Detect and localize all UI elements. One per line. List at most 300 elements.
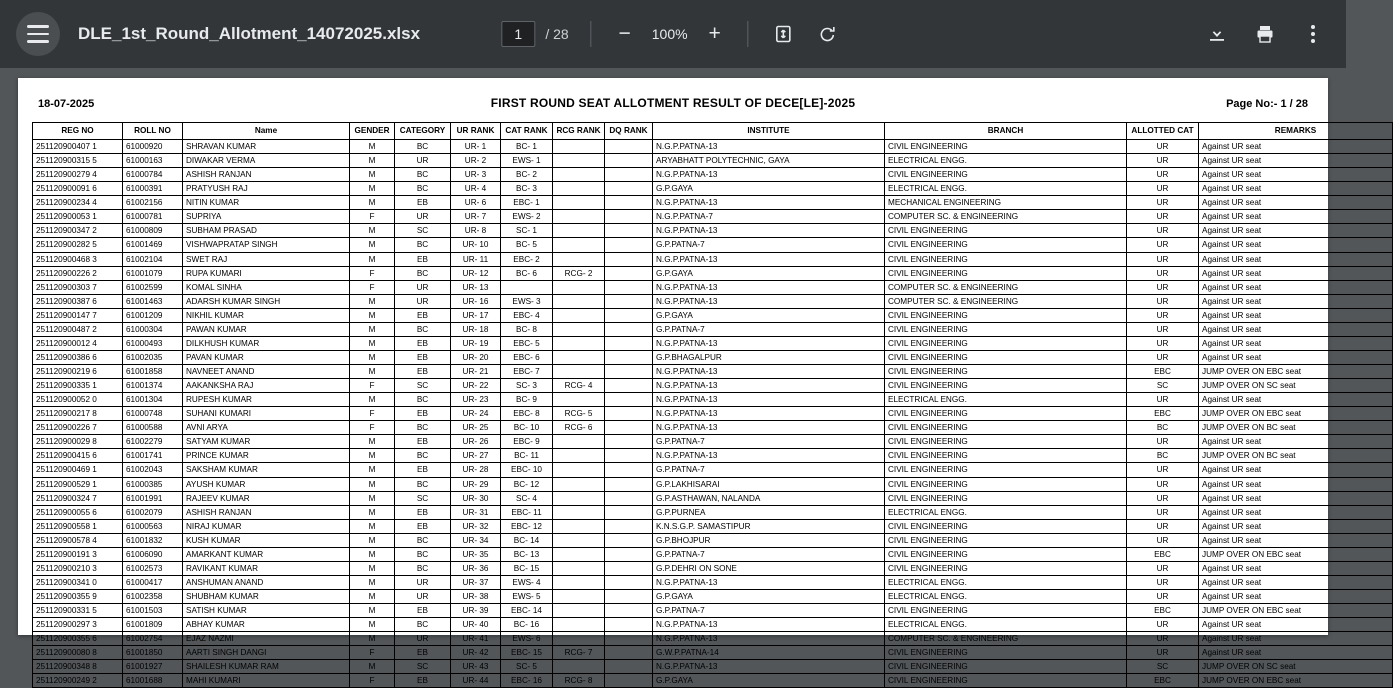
- table-row: [33, 449, 1393, 463]
- table-cell: UR- 42: [451, 646, 501, 660]
- table-cell: [605, 182, 653, 196]
- table-cell: RCG- 4: [553, 379, 605, 393]
- table-cell: K.N.S.G.P. SAMASTIPUR: [653, 519, 885, 533]
- table-cell: M: [350, 224, 395, 238]
- table-cell: DIWAKAR VERMA: [183, 154, 350, 168]
- table-row: [33, 168, 1393, 182]
- table-row: [33, 477, 1393, 491]
- page-header: [32, 96, 1314, 122]
- table-cell: 61000588: [123, 421, 183, 435]
- table-row: [33, 646, 1393, 660]
- table-cell: EBC: [1127, 674, 1199, 688]
- page-number-input[interactable]: [501, 21, 535, 47]
- table-cell: CIVIL ENGINEERING: [885, 477, 1127, 491]
- table-cell: 251120900387 6: [33, 294, 123, 308]
- table-cell: 61001304: [123, 393, 183, 407]
- table-cell: SUPRIYA: [183, 210, 350, 224]
- table-cell: UR: [1127, 224, 1199, 238]
- pdf-page: [18, 78, 1328, 686]
- table-row: [33, 393, 1393, 407]
- table-cell: 251120900091 6: [33, 182, 123, 196]
- table-cell: [605, 646, 653, 660]
- table-cell: N.G.P.PATNA-13: [653, 660, 885, 674]
- table-cell: 251120900578 4: [33, 533, 123, 547]
- table-cell: NITIN KUMAR: [183, 196, 350, 210]
- table-cell: COMPUTER SC. & ENGINEERING: [885, 210, 1127, 224]
- table-cell: EB: [395, 646, 451, 660]
- table-cell: [553, 533, 605, 547]
- table-cell: SC- 1: [501, 224, 553, 238]
- table-cell: [553, 618, 605, 632]
- table-cell: [553, 294, 605, 308]
- table-cell: M: [350, 196, 395, 210]
- table-cell: M: [350, 322, 395, 336]
- table-cell: Against UR seat: [1199, 477, 1393, 491]
- table-cell: DILKHUSH KUMAR: [183, 336, 350, 350]
- table-cell: SHAILESH KUMAR RAM: [183, 660, 350, 674]
- table-cell: M: [350, 435, 395, 449]
- table-cell: 251120900234 4: [33, 196, 123, 210]
- table-cell: UR: [1127, 280, 1199, 294]
- table-cell: [553, 463, 605, 477]
- table-cell: [605, 294, 653, 308]
- table-row: [33, 435, 1393, 449]
- table-cell: UR: [1127, 350, 1199, 364]
- table-cell: 61001374: [123, 379, 183, 393]
- table-cell: N.G.P.PATNA-13: [653, 336, 885, 350]
- table-row: [33, 618, 1393, 632]
- column-header: REMARKS: [1199, 123, 1393, 140]
- table-cell: SC: [395, 491, 451, 505]
- table-cell: [605, 252, 653, 266]
- table-row: [33, 266, 1393, 280]
- table-cell: JUMP OVER ON EBC seat: [1199, 604, 1393, 618]
- table-cell: EWS- 3: [501, 294, 553, 308]
- table-cell: Against UR seat: [1199, 632, 1393, 646]
- table-cell: 61002599: [123, 280, 183, 294]
- fit-to-page-icon[interactable]: [767, 17, 801, 51]
- zoom-out-button[interactable]: −: [618, 22, 631, 45]
- table-cell: UR: [395, 294, 451, 308]
- table-cell: 251120900469 1: [33, 463, 123, 477]
- table-cell: UR- 23: [451, 393, 501, 407]
- table-cell: UR: [1127, 154, 1199, 168]
- table-cell: [553, 365, 605, 379]
- table-cell: F: [350, 407, 395, 421]
- table-cell: UR: [395, 590, 451, 604]
- table-cell: Against UR seat: [1199, 294, 1393, 308]
- table-row: [33, 154, 1393, 168]
- table-row: [33, 632, 1393, 646]
- table-cell: BC: [395, 421, 451, 435]
- table-cell: Against UR seat: [1199, 350, 1393, 364]
- table-cell: [553, 477, 605, 491]
- table-cell: N.G.P.PATNA-13: [653, 280, 885, 294]
- table-cell: [553, 393, 605, 407]
- table-cell: [605, 590, 653, 604]
- table-cell: UR: [1127, 168, 1199, 182]
- table-cell: Against UR seat: [1199, 491, 1393, 505]
- table-cell: EBC- 6: [501, 350, 553, 364]
- table-cell: CIVIL ENGINEERING: [885, 547, 1127, 561]
- table-cell: EB: [395, 252, 451, 266]
- table-cell: JUMP OVER ON BC seat: [1199, 421, 1393, 435]
- table-cell: M: [350, 365, 395, 379]
- table-cell: RCG- 7: [553, 646, 605, 660]
- table-cell: SC- 4: [501, 491, 553, 505]
- table-cell: BC: [395, 393, 451, 407]
- table-cell: UR- 6: [451, 196, 501, 210]
- table-cell: 251120900029 8: [33, 435, 123, 449]
- table-body: [33, 140, 1393, 688]
- table-cell: [605, 379, 653, 393]
- table-cell: UR- 3: [451, 168, 501, 182]
- table-cell: [605, 336, 653, 350]
- table-cell: EBC- 7: [501, 365, 553, 379]
- zoom-level-label: 100%: [651, 26, 688, 42]
- table-cell: UR: [1127, 435, 1199, 449]
- table-cell: [605, 140, 653, 154]
- table-cell: [605, 463, 653, 477]
- table-cell: BC: [395, 547, 451, 561]
- table-cell: [553, 660, 605, 674]
- table-cell: F: [350, 646, 395, 660]
- table-cell: N.G.P.PATNA-13: [653, 393, 885, 407]
- table-cell: [553, 140, 605, 154]
- table-cell: UR: [1127, 252, 1199, 266]
- table-cell: [553, 547, 605, 561]
- table-cell: UR- 4: [451, 182, 501, 196]
- table-cell: G.P.PATNA-7: [653, 547, 885, 561]
- table-cell: UR: [1127, 238, 1199, 252]
- table-cell: 61000563: [123, 519, 183, 533]
- table-cell: [605, 407, 653, 421]
- table-cell: RAJEEV KUMAR: [183, 491, 350, 505]
- table-cell: UR: [1127, 266, 1199, 280]
- table-row: [33, 421, 1393, 435]
- table-cell: UR- 19: [451, 336, 501, 350]
- download-icon[interactable]: [1200, 17, 1234, 51]
- table-cell: 61000748: [123, 407, 183, 421]
- table-cell: 61006090: [123, 547, 183, 561]
- table-cell: M: [350, 336, 395, 350]
- table-cell: 61001688: [123, 674, 183, 688]
- table-cell: [553, 435, 605, 449]
- table-cell: 251120900052 0: [33, 393, 123, 407]
- table-cell: CIVIL ENGINEERING: [885, 449, 1127, 463]
- table-cell: EB: [395, 308, 451, 322]
- table-cell: EBC- 15: [501, 646, 553, 660]
- table-cell: M: [350, 393, 395, 407]
- table-cell: UR: [1127, 590, 1199, 604]
- table-cell: [605, 575, 653, 589]
- table-cell: EBC- 1: [501, 196, 553, 210]
- column-header: RCG RANK: [553, 123, 605, 140]
- table-row: [33, 210, 1393, 224]
- column-header: CAT RANK: [501, 123, 553, 140]
- table-cell: CIVIL ENGINEERING: [885, 365, 1127, 379]
- table-cell: 61001991: [123, 491, 183, 505]
- table-cell: 61001503: [123, 604, 183, 618]
- table-cell: ARYABHATT POLYTECHNIC, GAYA: [653, 154, 885, 168]
- table-cell: BC: [1127, 421, 1199, 435]
- table-cell: 61000781: [123, 210, 183, 224]
- table-cell: [605, 154, 653, 168]
- table-cell: [501, 280, 553, 294]
- column-header: ALLOTTED CAT: [1127, 123, 1199, 140]
- table-cell: COMPUTER SC. & ENGINEERING: [885, 632, 1127, 646]
- table-cell: SC: [395, 224, 451, 238]
- table-cell: BC: [395, 533, 451, 547]
- table-cell: UR- 27: [451, 449, 501, 463]
- table-cell: M: [350, 604, 395, 618]
- table-cell: [605, 519, 653, 533]
- table-cell: PRINCE KUMAR: [183, 449, 350, 463]
- table-cell: EWS- 2: [501, 210, 553, 224]
- table-cell: UR: [1127, 210, 1199, 224]
- table-cell: M: [350, 590, 395, 604]
- table-cell: 251120900487 2: [33, 322, 123, 336]
- table-cell: [605, 266, 653, 280]
- table-cell: UR: [395, 575, 451, 589]
- table-cell: BC- 1: [501, 140, 553, 154]
- table-cell: [605, 224, 653, 238]
- table-cell: EB: [395, 519, 451, 533]
- table-cell: [605, 618, 653, 632]
- table-cell: Against UR seat: [1199, 168, 1393, 182]
- table-cell: G.P.GAYA: [653, 590, 885, 604]
- table-cell: N.G.P.PATNA-13: [653, 632, 885, 646]
- rotate-icon[interactable]: [811, 17, 845, 51]
- table-cell: COMPUTER SC. & ENGINEERING: [885, 280, 1127, 294]
- table-cell: EB: [395, 336, 451, 350]
- table-cell: JUMP OVER ON EBC seat: [1199, 547, 1393, 561]
- table-cell: SC- 5: [501, 660, 553, 674]
- table-cell: 61001209: [123, 308, 183, 322]
- table-cell: G.P.GAYA: [653, 308, 885, 322]
- table-cell: [605, 449, 653, 463]
- table-cell: [553, 224, 605, 238]
- table-cell: RCG- 5: [553, 407, 605, 421]
- table-cell: Against UR seat: [1199, 561, 1393, 575]
- toolbar-divider: [591, 21, 592, 47]
- table-cell: 251120900191 3: [33, 547, 123, 561]
- table-cell: BC: [395, 266, 451, 280]
- table-cell: UR: [395, 154, 451, 168]
- table-cell: M: [350, 505, 395, 519]
- table-cell: 251120900355 6: [33, 632, 123, 646]
- report-date: 18-07-2025: [38, 98, 95, 110]
- table-cell: CIVIL ENGINEERING: [885, 421, 1127, 435]
- table-cell: UR- 38: [451, 590, 501, 604]
- table-row: [33, 674, 1393, 688]
- table-cell: [605, 322, 653, 336]
- table-cell: CIVIL ENGINEERING: [885, 674, 1127, 688]
- table-cell: Against UR seat: [1199, 336, 1393, 350]
- table-cell: UR: [1127, 505, 1199, 519]
- table-cell: G.P.BHAGALPUR: [653, 350, 885, 364]
- table-cell: ABHAY KUMAR: [183, 618, 350, 632]
- table-cell: N.G.P.PATNA-13: [653, 379, 885, 393]
- table-cell: [553, 280, 605, 294]
- table-cell: 61002104: [123, 252, 183, 266]
- table-cell: RUPESH KUMAR: [183, 393, 350, 407]
- table-cell: Against UR seat: [1199, 435, 1393, 449]
- table-cell: [553, 154, 605, 168]
- table-cell: Against UR seat: [1199, 322, 1393, 336]
- table-cell: [553, 590, 605, 604]
- table-cell: EBC- 12: [501, 519, 553, 533]
- table-cell: UR- 24: [451, 407, 501, 421]
- table-cell: [553, 505, 605, 519]
- table-cell: ELECTRICAL ENGG.: [885, 182, 1127, 196]
- table-row: [33, 224, 1393, 238]
- viewer-toolbar: [0, 0, 1346, 68]
- table-cell: CIVIL ENGINEERING: [885, 519, 1127, 533]
- table-cell: CIVIL ENGINEERING: [885, 238, 1127, 252]
- table-cell: BC: [395, 168, 451, 182]
- table-cell: BC: [395, 322, 451, 336]
- table-cell: UR: [1127, 646, 1199, 660]
- table-cell: 251120900012 4: [33, 336, 123, 350]
- table-cell: CIVIL ENGINEERING: [885, 604, 1127, 618]
- more-vertical-icon[interactable]: [1296, 17, 1330, 51]
- table-cell: [605, 421, 653, 435]
- table-cell: RCG- 2: [553, 266, 605, 280]
- table-cell: EBC- 10: [501, 463, 553, 477]
- table-cell: 251120900407 1: [33, 140, 123, 154]
- table-cell: 251120900341 0: [33, 575, 123, 589]
- table-cell: SC- 3: [501, 379, 553, 393]
- table-cell: EWS- 4: [501, 575, 553, 589]
- table-cell: G.P.PATNA-7: [653, 238, 885, 252]
- table-row: [33, 238, 1393, 252]
- table-cell: ASHISH RANJAN: [183, 505, 350, 519]
- table-cell: Against UR seat: [1199, 238, 1393, 252]
- print-icon[interactable]: [1248, 17, 1282, 51]
- table-cell: G.P.PURNEA: [653, 505, 885, 519]
- table-cell: EWS- 5: [501, 590, 553, 604]
- table-cell: 61001858: [123, 365, 183, 379]
- table-cell: UR- 28: [451, 463, 501, 477]
- table-cell: ADARSH KUMAR SINGH: [183, 294, 350, 308]
- table-cell: UR: [1127, 491, 1199, 505]
- table-cell: KOMAL SINHA: [183, 280, 350, 294]
- table-cell: G.P.PATNA-7: [653, 604, 885, 618]
- table-cell: [605, 308, 653, 322]
- table-cell: KUSH KUMAR: [183, 533, 350, 547]
- table-cell: [553, 168, 605, 182]
- table-cell: 61000417: [123, 575, 183, 589]
- table-cell: 251120900348 8: [33, 660, 123, 674]
- table-cell: 251120900226 7: [33, 421, 123, 435]
- table-row: [33, 491, 1393, 505]
- document-title: DLE_1st_Round_Allotment_14072025.xlsx: [78, 24, 421, 43]
- table-cell: BC: [395, 140, 451, 154]
- zoom-in-button[interactable]: +: [708, 22, 721, 45]
- table-cell: MAHI KUMARI: [183, 674, 350, 688]
- table-cell: CIVIL ENGINEERING: [885, 322, 1127, 336]
- table-cell: Against UR seat: [1199, 463, 1393, 477]
- table-cell: EB: [395, 604, 451, 618]
- table-cell: CIVIL ENGINEERING: [885, 308, 1127, 322]
- table-cell: CIVIL ENGINEERING: [885, 266, 1127, 280]
- table-cell: CIVIL ENGINEERING: [885, 336, 1127, 350]
- table-cell: UR: [1127, 196, 1199, 210]
- table-cell: M: [350, 182, 395, 196]
- table-cell: JUMP OVER ON SC seat: [1199, 379, 1393, 393]
- table-cell: EBC- 9: [501, 435, 553, 449]
- table-cell: 61002279: [123, 435, 183, 449]
- table-cell: [553, 252, 605, 266]
- table-cell: [553, 182, 605, 196]
- table-cell: BC- 2: [501, 168, 553, 182]
- hamburger-menu-icon[interactable]: [16, 12, 60, 56]
- table-cell: CIVIL ENGINEERING: [885, 350, 1127, 364]
- table-cell: UR- 10: [451, 238, 501, 252]
- table-cell: 61000493: [123, 336, 183, 350]
- table-cell: EB: [395, 505, 451, 519]
- table-row: [33, 505, 1393, 519]
- table-cell: CIVIL ENGINEERING: [885, 168, 1127, 182]
- table-cell: BC: [395, 477, 451, 491]
- table-cell: UR: [1127, 140, 1199, 154]
- table-cell: N.G.P.PATNA-13: [653, 168, 885, 182]
- table-row: [33, 463, 1393, 477]
- table-cell: SHUBHAM KUMAR: [183, 590, 350, 604]
- table-cell: RAVIKANT KUMAR: [183, 561, 350, 575]
- table-cell: UR- 35: [451, 547, 501, 561]
- table-row: [33, 604, 1393, 618]
- table-cell: 251120900331 5: [33, 604, 123, 618]
- table-cell: UR- 32: [451, 519, 501, 533]
- table-cell: BC- 8: [501, 322, 553, 336]
- table-cell: 61002358: [123, 590, 183, 604]
- table-row: [33, 140, 1393, 154]
- table-row: [33, 322, 1393, 336]
- table-cell: 251120900217 8: [33, 407, 123, 421]
- page-scroll-area[interactable]: [0, 68, 1346, 686]
- toolbar-divider-2: [748, 21, 749, 47]
- table-cell: UR- 1: [451, 140, 501, 154]
- report-title: FIRST ROUND SEAT ALLOTMENT RESULT OF DECE[LE]-2025: [490, 96, 856, 110]
- table-cell: UR: [1127, 618, 1199, 632]
- table-cell: Against UR seat: [1199, 590, 1393, 604]
- table-cell: UR- 40: [451, 618, 501, 632]
- table-cell: UR: [1127, 575, 1199, 589]
- table-cell: [553, 632, 605, 646]
- table-cell: [553, 336, 605, 350]
- table-cell: M: [350, 547, 395, 561]
- table-cell: EB: [395, 407, 451, 421]
- toolbar-actions: [1200, 17, 1330, 51]
- table-cell: SATYAM KUMAR: [183, 435, 350, 449]
- table-cell: UR- 8: [451, 224, 501, 238]
- table-cell: G.P.GAYA: [653, 182, 885, 196]
- table-cell: G.P.PATNA-7: [653, 322, 885, 336]
- table-cell: SC: [1127, 379, 1199, 393]
- table-cell: 61001463: [123, 294, 183, 308]
- table-cell: BC- 13: [501, 547, 553, 561]
- table-cell: N.G.P.PATNA-7: [653, 210, 885, 224]
- table-cell: G.P.GAYA: [653, 674, 885, 688]
- table-cell: SC: [395, 660, 451, 674]
- table-cell: UR: [1127, 308, 1199, 322]
- table-cell: [553, 308, 605, 322]
- table-cell: [553, 210, 605, 224]
- table-cell: N.G.P.PATNA-13: [653, 449, 885, 463]
- table-cell: ANSHUMAN ANAND: [183, 575, 350, 589]
